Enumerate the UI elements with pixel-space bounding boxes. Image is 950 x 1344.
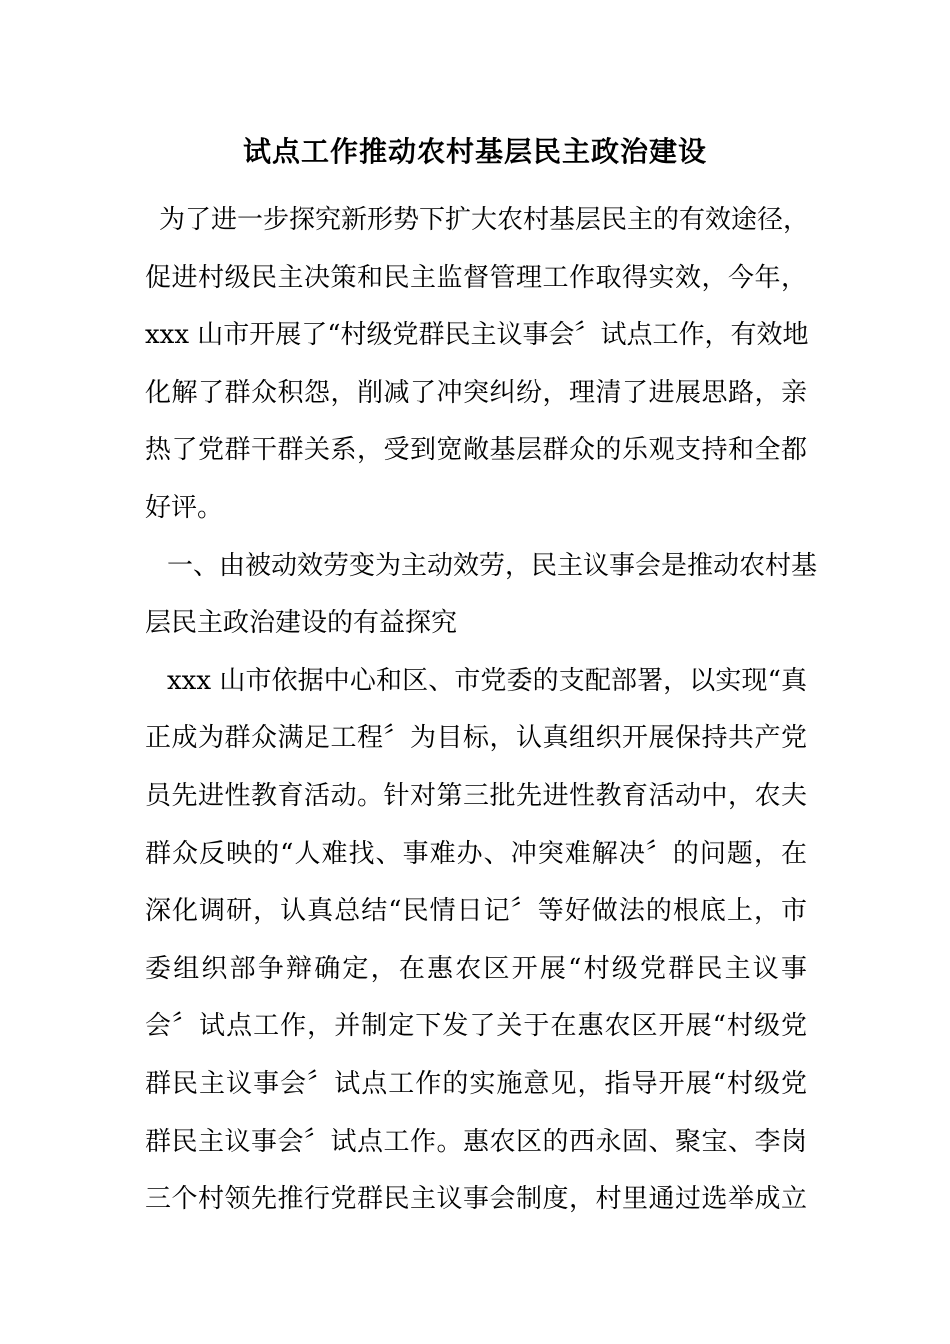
section-heading-line: 层民主政治建设的有益探究: [145, 608, 458, 639]
body-line: 员先进性教育活动。针对第三批先进性教育活动中，农夫: [145, 780, 807, 811]
body-line: 促进村级民主决策和民主监督管理工作取得实效，今年，: [145, 262, 807, 293]
body-line: 好评。: [145, 492, 224, 523]
body-line: 深化调研，认真总结“民情日记〞等好做法的根底上，市: [145, 896, 807, 927]
body-line: xxx 山市依据中心和区、市党委的支配部署，以实现“真: [167, 665, 807, 696]
body-line: 群民主议事会〞试点工作的实施意见，指导开展“村级党: [145, 1068, 807, 1099]
body-line: 为了进一步探究新形势下扩大农村基层民主的有效途径，: [159, 205, 810, 235]
body-line: 化解了群众积怨，削减了冲突纠纷，理清了进展思路，亲: [145, 377, 807, 408]
body-line: 热了党群干群关系，受到宽敞基层群众的乐观支持和全都: [145, 435, 807, 466]
body-line: 正成为群众满足工程〞为目标，认真组织开展保持共产党: [145, 723, 807, 754]
body-line: 三个村领先推行党群民主议事会制度，村里通过选举成立: [145, 1184, 807, 1215]
document-title: 试点工作推动农村基层民主政治建设: [242, 135, 707, 168]
body-line: xxx 山市开展了“村级党群民主议事会〞试点工作，有效地: [145, 320, 809, 351]
document-body: [145, 192, 818, 1229]
body-line: 会〞试点工作，并制定下发了关于在惠农区开展“村级党: [145, 1011, 807, 1042]
body-line: 委组织部争辩确定，在惠农区开展“村级党群民主议事: [145, 953, 807, 984]
body-line: 群民主议事会〞试点工作。惠农区的西永固、聚宝、李岗: [145, 1126, 807, 1157]
body-line: 群众反映的“人难找、事难办、冲突难解决〞的问题，在: [145, 838, 807, 869]
section-heading-line: 一、由被动效劳变为主动效劳，民主议事会是推动农村基: [167, 550, 818, 581]
